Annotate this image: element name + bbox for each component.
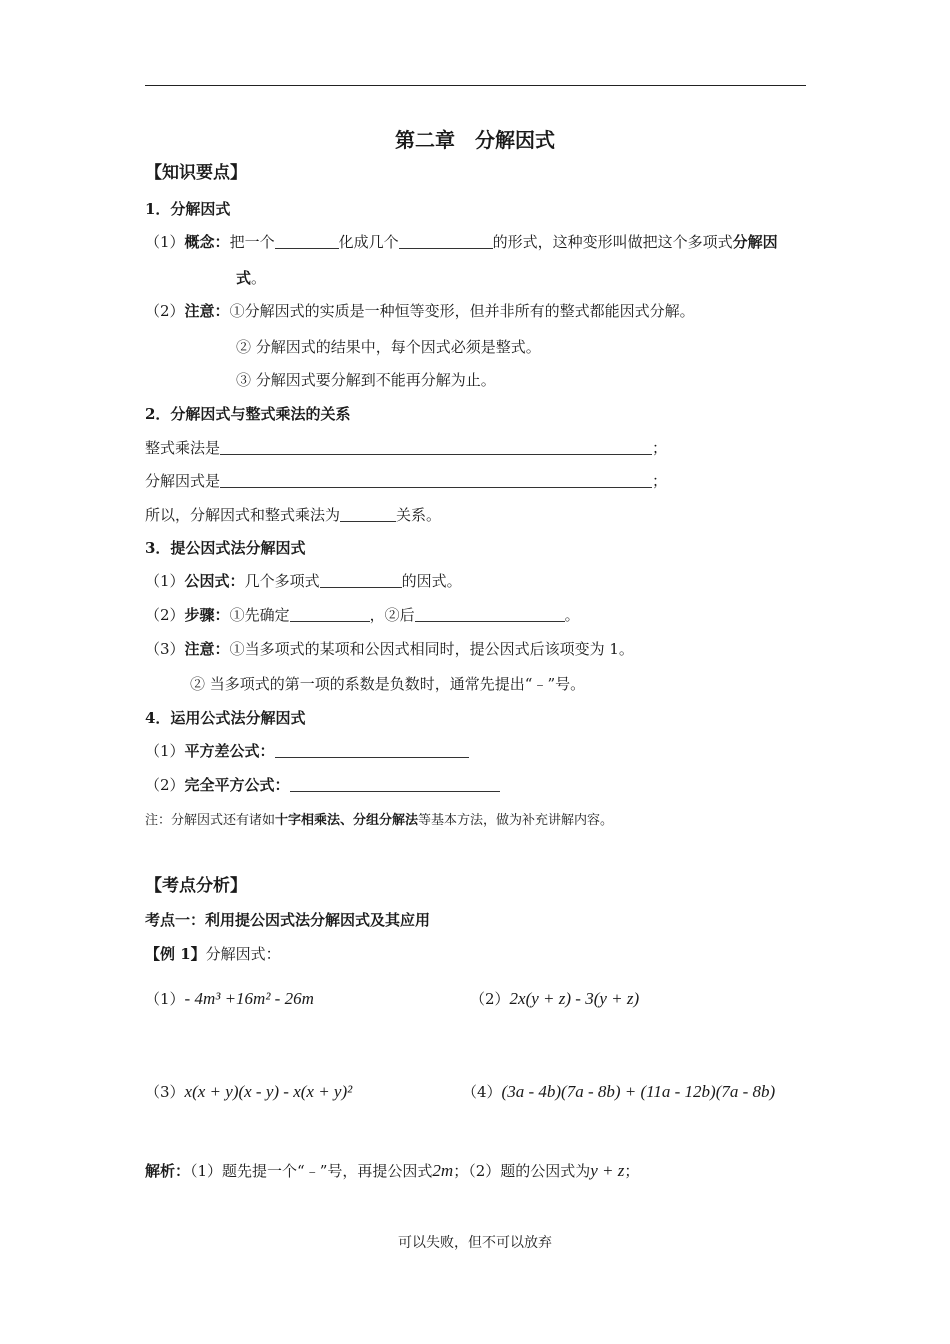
chapter-title: 第二章 分解因式 [395, 128, 555, 152]
sol-yz: y + z [590, 1161, 625, 1180]
k2-conclusion-b: 关系。 [396, 506, 442, 524]
k3-p1-a: 几个多项式 [244, 572, 320, 590]
k1-concept-label: 概念： [184, 233, 230, 251]
k3-p2-num: （2） [145, 606, 185, 624]
section-analysis: 【考点分析】 [145, 876, 247, 896]
blank-perfect-square [290, 775, 500, 792]
k3-p3-b: ② 当多项式的第一项的系数是负数时，通常先提出“﹣”号。 [190, 675, 586, 693]
blank-step-1 [290, 605, 370, 622]
q3-expr: x(x + y)(x - y) - x(x + y)² [184, 1082, 353, 1101]
sol-label: 解析： [145, 1162, 191, 1180]
section-knowledge: 【知识要点】 [145, 163, 247, 183]
k3-heading: 3．提公因式法分解因式 [145, 539, 306, 557]
k1-note2: ② 分解因式的结果中，每个因式必须是整式。 [236, 338, 541, 356]
k4-p2-label: 完全平方公式： [184, 776, 290, 794]
blank-relation [340, 505, 396, 522]
k2-fact-semi: ； [652, 472, 668, 490]
k1-note3: ③ 分解因式要分解到不能再分解为止。 [236, 371, 496, 389]
k3-p2-b: ，②后 [369, 606, 415, 624]
k2-mult-semi: ； [652, 439, 668, 457]
k1-concept-b: 化成几个 [338, 233, 399, 251]
k4-p2 [145, 774, 500, 796]
ex1-text: 分解因式： [205, 945, 281, 963]
k3-p2-c: 。 [564, 606, 580, 624]
k1-note1: ①分解因式的实质是一种恒等变形，但并非所有的整式都能因式分解。 [229, 302, 695, 320]
blank-mult [220, 438, 652, 455]
k1-note [145, 300, 695, 322]
note-a: 注：分解因式还有诸如 [145, 813, 276, 828]
solution [145, 1160, 639, 1182]
question-4 [462, 1081, 775, 1103]
k3-p2-a: ①先确定 [229, 606, 290, 624]
supplement-note [145, 810, 613, 832]
k4-p1-num: （1） [145, 742, 185, 760]
k1-concept-a: 把一个 [229, 233, 275, 251]
k1-concept [145, 231, 778, 253]
example-1 [145, 943, 281, 965]
k3-p3-a: ①当多项式的某项和公因式相同时，提公因式后该项变为 1。 [229, 640, 634, 658]
k1-concept-cont [236, 267, 266, 289]
blank-concept-2 [399, 232, 493, 249]
k3-p1 [145, 570, 462, 592]
k3-p1-num: （1） [145, 572, 185, 590]
sol-a: （1）题先提一个“﹣”号，再提公因式 [190, 1162, 433, 1180]
q1-num: （1） [145, 990, 185, 1008]
k3-p3 [145, 638, 634, 660]
k1-concept-f: 。 [251, 269, 267, 287]
page-footer: 可以失败，但不可以放弃 [398, 1235, 552, 1251]
k2-conclusion-a: 所以，分解因式和整式乘法为 [145, 506, 341, 524]
ex1-label: 【例 1】 [145, 945, 206, 963]
blank-fact [220, 471, 652, 488]
k3-p3-num: （3） [145, 640, 185, 658]
q4-num: （4） [462, 1083, 502, 1101]
sol-b: ；（2）题的公因式为 [453, 1162, 591, 1180]
note-c: 等基本方法，做为补充讲解内容。 [418, 813, 614, 828]
question-3 [145, 1081, 352, 1103]
blank-common [320, 571, 402, 588]
blank-concept-1 [275, 232, 339, 249]
k4-p2-num: （2） [145, 776, 185, 794]
header-rule [145, 85, 806, 86]
k1-heading: 1．分解因式 [145, 200, 231, 218]
sol-m: 2m [432, 1161, 454, 1180]
k1-concept-e: 式 [236, 269, 252, 287]
k1-note-label: 注意： [184, 302, 230, 320]
k3-p2 [145, 604, 580, 626]
note-b: 十字相乘法、分组分解法 [275, 813, 419, 828]
q1-expr: - 4m³ +16m² - 26m [184, 989, 314, 1008]
question-1 [145, 988, 314, 1010]
k1-concept-d: 分解因 [732, 233, 778, 251]
q2-num: （2） [470, 990, 510, 1008]
k4-heading: 4．运用公式法分解因式 [145, 709, 306, 727]
k4-p1-label: 平方差公式： [184, 742, 275, 760]
question-2 [470, 988, 639, 1010]
q2-expr: 2x(y + z) - 3(y + z) [509, 989, 640, 1008]
k1-note-num: （2） [145, 302, 185, 320]
k2-fact [145, 470, 667, 492]
k3-p1-b: 的因式。 [401, 572, 462, 590]
blank-diff-squares [275, 741, 469, 758]
k2-fact-label: 分解因式是 [145, 472, 221, 490]
k3-p2-label: 步骤： [184, 606, 230, 624]
k2-heading: 2．分解因式与整式乘法的关系 [145, 405, 351, 423]
q3-num: （3） [145, 1083, 185, 1101]
k3-p1-label: 公因式： [184, 572, 245, 590]
blank-step-2 [415, 605, 565, 622]
k2-conclusion [145, 504, 441, 526]
exam-point-1: 考点一：利用提公因式法分解因式及其应用 [145, 911, 431, 929]
k1-concept-c: 的形式，这种变形叫做把这个多项式 [492, 233, 733, 251]
sol-c: ； [624, 1162, 640, 1180]
k2-mult-label: 整式乘法是 [145, 439, 221, 457]
q4-expr: (3a - 4b)(7a - 8b) + (11a - 12b)(7a - 8b) [501, 1082, 776, 1101]
k3-p3-label: 注意： [184, 640, 230, 658]
k2-mult [145, 437, 667, 459]
k1-concept-num: （1） [145, 233, 185, 251]
k4-p1 [145, 740, 469, 762]
